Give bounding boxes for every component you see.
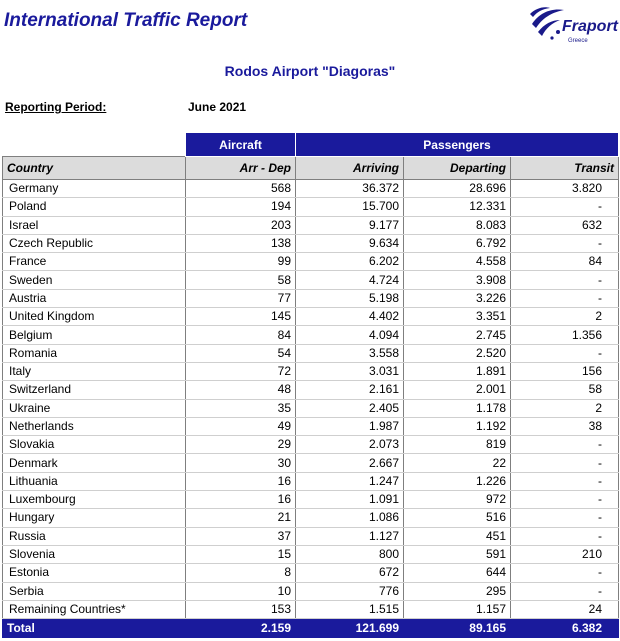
traffic-table [2,132,619,638]
cell-transit: 24 [511,600,619,618]
table-row [3,308,619,326]
cell-departing: 2.745 [404,326,511,344]
cell-arr-dep: 145 [186,308,296,326]
cell-departing: 1.157 [404,600,511,618]
cell-country: Czech Republic [3,234,186,252]
cell-transit: 58 [511,381,619,399]
cell-departing: 12.331 [404,198,511,216]
cell-country: Germany [3,180,186,198]
cell-departing: 28.696 [404,180,511,198]
cell-arr-dep: 54 [186,344,296,362]
cell-departing: 3.351 [404,308,511,326]
total-transit: 6.382 [511,619,619,638]
table-row [3,271,619,289]
cell-arriving: 1.091 [296,491,404,509]
cell-departing: 591 [404,545,511,563]
cell-arriving: 5.198 [296,289,404,307]
table-row [3,326,619,344]
cell-arriving: 2.161 [296,381,404,399]
cell-arriving: 672 [296,564,404,582]
cell-transit: - [511,582,619,600]
table-row [3,381,619,399]
table-row [3,399,619,417]
cell-departing: 22 [404,454,511,472]
reporting-period-value: June 2021 [188,100,247,114]
table-row [3,454,619,472]
cell-arr-dep: 30 [186,454,296,472]
cell-transit: 38 [511,417,619,435]
cell-arr-dep: 35 [186,399,296,417]
table-row [3,344,619,362]
cell-arriving: 2.667 [296,454,404,472]
cell-departing: 972 [404,491,511,509]
logo-subtitle: Greece [568,38,588,44]
column-header-departing: Departing [404,157,511,180]
cell-transit: 632 [511,216,619,234]
cell-arriving: 4.402 [296,308,404,326]
cell-country: Lithuania [3,472,186,490]
column-header-arriving: Arriving [296,157,404,180]
cell-country: Serbia [3,582,186,600]
cell-arriving: 36.372 [296,180,404,198]
cell-arr-dep: 99 [186,253,296,271]
cell-arr-dep: 153 [186,600,296,618]
cell-departing: 2.520 [404,344,511,362]
cell-transit: - [511,289,619,307]
cell-arriving: 776 [296,582,404,600]
cell-transit: 2 [511,399,619,417]
column-header-country: Country [3,157,186,180]
table-row [3,472,619,490]
table-row [3,509,619,527]
table-row [3,491,619,509]
table-row [3,564,619,582]
cell-departing: 451 [404,527,511,545]
cell-arriving: 1.086 [296,509,404,527]
cell-departing: 2.001 [404,381,511,399]
cell-country: Slovakia [3,436,186,454]
cell-transit: 84 [511,253,619,271]
cell-transit: - [511,436,619,454]
table-row [3,545,619,563]
group-header-aircraft: Aircraft [186,133,296,157]
table-row [3,234,619,252]
reporting-period-label: Reporting Period: [5,100,107,114]
cell-departing: 3.908 [404,271,511,289]
cell-arr-dep: 568 [186,180,296,198]
cell-arr-dep: 16 [186,472,296,490]
cell-transit: 1.356 [511,326,619,344]
table-row [3,180,619,198]
cell-arr-dep: 49 [186,417,296,435]
total-arriving: 121.699 [296,619,404,638]
cell-transit: - [511,234,619,252]
cell-transit: - [511,509,619,527]
cell-country: France [3,253,186,271]
cell-departing: 1.891 [404,362,511,380]
cell-departing: 644 [404,564,511,582]
cell-arriving: 2.073 [296,436,404,454]
cell-country: Remaining Countries* [3,600,186,618]
cell-arriving: 9.634 [296,234,404,252]
column-header-arr-dep: Arr - Dep [186,157,296,180]
column-header-transit: Transit [511,157,619,180]
cell-arr-dep: 15 [186,545,296,563]
cell-arriving: 2.405 [296,399,404,417]
cell-transit: - [511,564,619,582]
table-row [3,582,619,600]
cell-arr-dep: 37 [186,527,296,545]
cell-arr-dep: 10 [186,582,296,600]
cell-arriving: 1.515 [296,600,404,618]
cell-arriving: 1.987 [296,417,404,435]
cell-departing: 6.792 [404,234,511,252]
cell-arr-dep: 48 [186,381,296,399]
cell-arriving: 1.247 [296,472,404,490]
cell-country: Slovenia [3,545,186,563]
cell-country: Romania [3,344,186,362]
cell-arriving: 3.558 [296,344,404,362]
cell-country: Ukraine [3,399,186,417]
table-row [3,216,619,234]
cell-arr-dep: 8 [186,564,296,582]
cell-arr-dep: 84 [186,326,296,344]
cell-arr-dep: 21 [186,509,296,527]
cell-country: Israel [3,216,186,234]
total-departing: 89.165 [404,619,511,638]
table-body [3,180,619,619]
cell-arr-dep: 58 [186,271,296,289]
cell-country: United Kingdom [3,308,186,326]
column-header-row [3,157,619,180]
cell-departing: 3.226 [404,289,511,307]
cell-arr-dep: 203 [186,216,296,234]
cell-arriving: 9.177 [296,216,404,234]
table-row [3,253,619,271]
cell-departing: 1.178 [404,399,511,417]
cell-country: Russia [3,527,186,545]
table-row [3,527,619,545]
cell-departing: 8.083 [404,216,511,234]
cell-arriving: 800 [296,545,404,563]
cell-departing: 819 [404,436,511,454]
cell-country: Estonia [3,564,186,582]
cell-arriving: 1.127 [296,527,404,545]
group-header-row [3,133,619,157]
cell-transit: - [511,527,619,545]
cell-transit: - [511,271,619,289]
cell-departing: 295 [404,582,511,600]
cell-transit: 210 [511,545,619,563]
cell-transit: - [511,472,619,490]
cell-transit: 3.820 [511,180,619,198]
table-row [3,436,619,454]
cell-transit: - [511,198,619,216]
fraport-logo [528,2,618,46]
cell-arr-dep: 72 [186,362,296,380]
total-arr-dep: 2.159 [186,619,296,638]
report-title: International Traffic Report [4,10,248,31]
cell-country: Denmark [3,454,186,472]
cell-departing: 1.192 [404,417,511,435]
group-header-passengers: Passengers [296,133,619,157]
total-label: Total [3,619,186,638]
cell-arriving: 4.724 [296,271,404,289]
cell-arriving: 4.094 [296,326,404,344]
cell-transit: - [511,454,619,472]
cell-country: Switzerland [3,381,186,399]
cell-arr-dep: 16 [186,491,296,509]
cell-transit: - [511,491,619,509]
cell-country: Luxembourg [3,491,186,509]
logo-wordmark: Fraport [562,18,618,35]
cell-arr-dep: 29 [186,436,296,454]
table-row [3,198,619,216]
cell-departing: 4.558 [404,253,511,271]
cell-departing: 516 [404,509,511,527]
cell-transit: - [511,344,619,362]
cell-arr-dep: 194 [186,198,296,216]
cell-country: Italy [3,362,186,380]
cell-arriving: 3.031 [296,362,404,380]
table-row [3,289,619,307]
cell-transit: 2 [511,308,619,326]
cell-departing: 1.226 [404,472,511,490]
total-row [3,619,619,638]
cell-country: Netherlands [3,417,186,435]
group-header-blank [3,133,186,157]
table-row [3,600,619,618]
cell-arr-dep: 138 [186,234,296,252]
cell-arriving: 6.202 [296,253,404,271]
table-row [3,362,619,380]
cell-country: Poland [3,198,186,216]
cell-arr-dep: 77 [186,289,296,307]
cell-country: Hungary [3,509,186,527]
cell-country: Sweden [3,271,186,289]
cell-country: Austria [3,289,186,307]
cell-country: Belgium [3,326,186,344]
cell-transit: 156 [511,362,619,380]
airport-title: Rodos Airport "Diagoras" [224,63,396,79]
table-row [3,417,619,435]
cell-arriving: 15.700 [296,198,404,216]
